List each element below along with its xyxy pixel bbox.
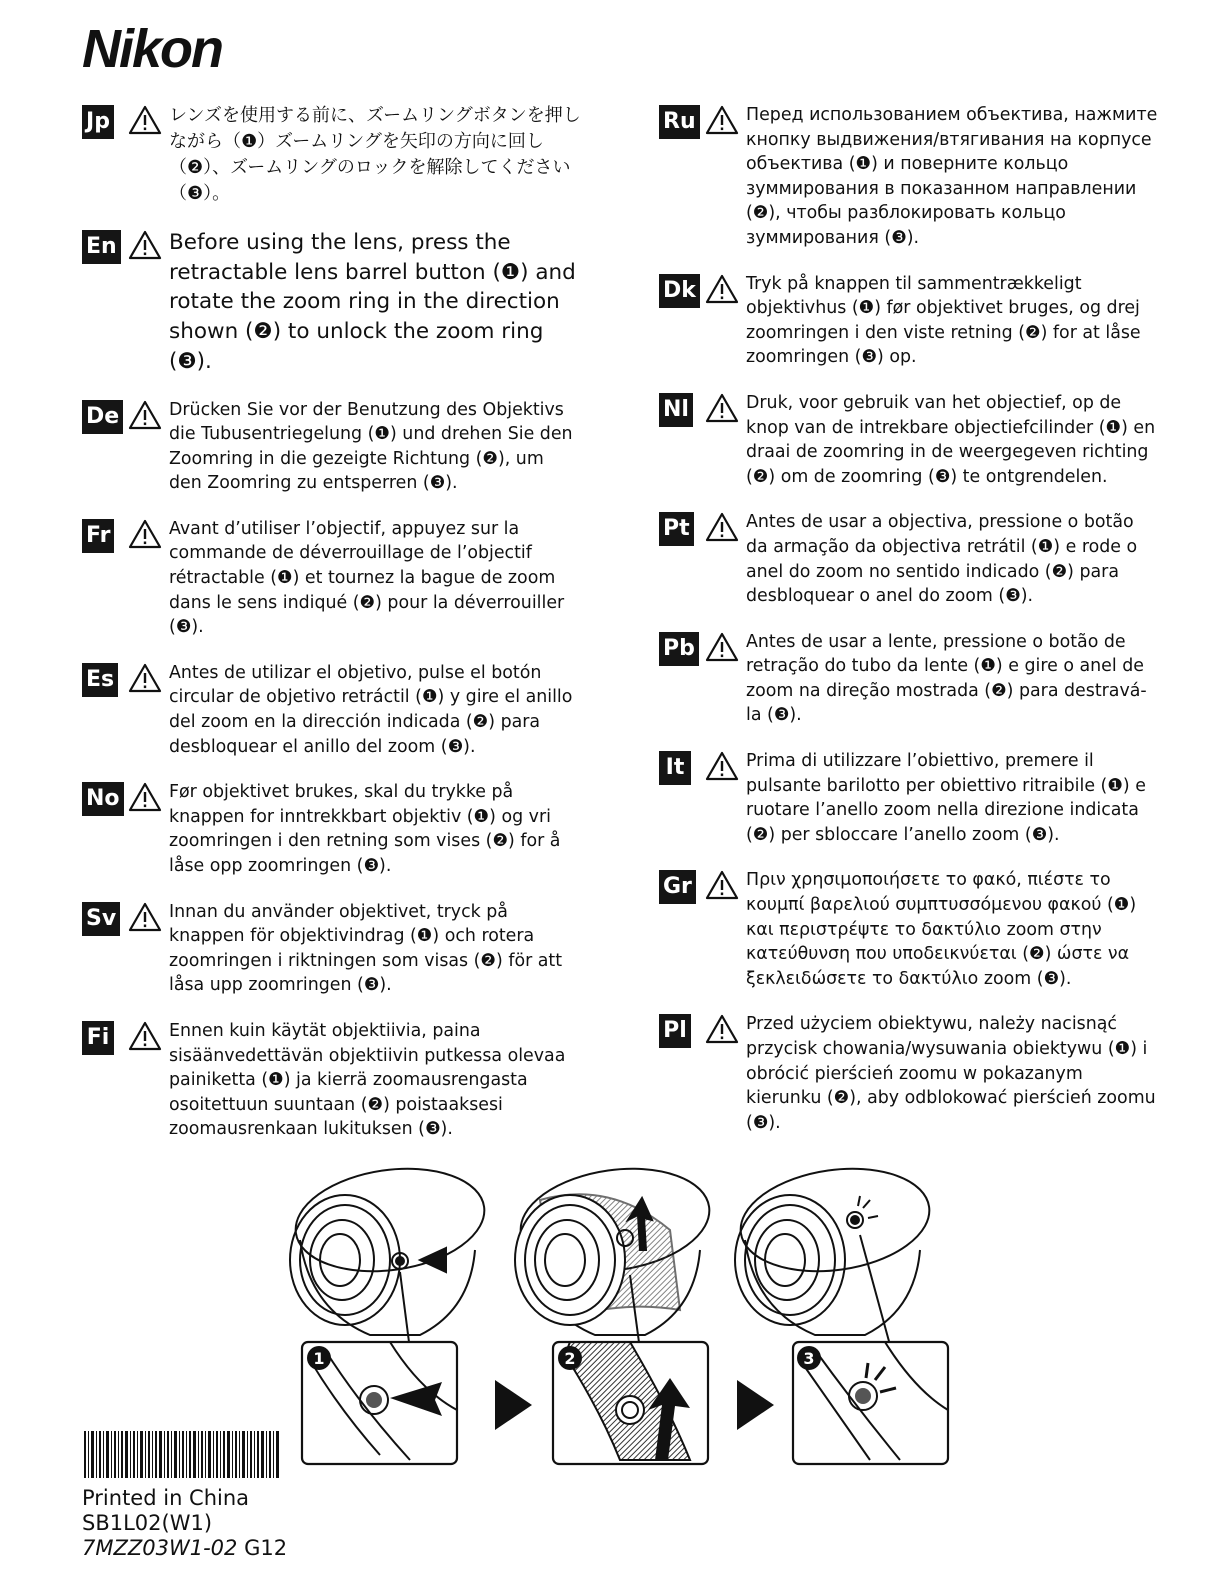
printed-in: Printed in China bbox=[82, 1486, 250, 1510]
warning-icon bbox=[705, 393, 739, 423]
warning-icon bbox=[128, 902, 162, 932]
lang-badge-no: No bbox=[82, 782, 124, 816]
instruction-text-pt: Antes de usar a objectiva, pressione o botão da armação da objectiva retrátil (❶) e rode o anel do zoom no sentido indicado (❷) para desbloquear o anel do zoom (❸). bbox=[746, 512, 1138, 607]
warning-icon bbox=[128, 1021, 162, 1051]
instruction-fr bbox=[82, 517, 582, 640]
lang-badge-es: Es bbox=[82, 663, 118, 697]
step-box-3 bbox=[793, 1342, 948, 1464]
lang-badge-it: It bbox=[659, 751, 691, 785]
lang-badge-fr: Fr bbox=[82, 519, 114, 553]
lang-badge-pl: Pl bbox=[659, 1014, 691, 1048]
doc-code: 7MZZ03W1-02 bbox=[82, 1536, 238, 1560]
lang-badge-dk: Dk bbox=[659, 274, 700, 308]
step-box-1 bbox=[302, 1342, 457, 1464]
instruction-es bbox=[82, 661, 582, 759]
warning-icon bbox=[705, 105, 739, 135]
lens-unlock-illustration bbox=[270, 1160, 970, 1470]
lang-badge-pt: Pt bbox=[659, 512, 694, 546]
step-arrow-1 bbox=[495, 1380, 532, 1430]
instruction-text-it: Prima di utilizzare l’obiettivo, premere il pulsante barilotto per obiettivo ritraibile (❶) e ruotare l’anello zoom nella direzione indicata (❷) per sbloccare l’anello zoom (❸). bbox=[746, 751, 1146, 845]
instruction-gr bbox=[659, 868, 1159, 991]
instruction-dk bbox=[659, 272, 1159, 370]
instruction-nl bbox=[659, 391, 1159, 489]
lens-step-2 bbox=[514, 1160, 716, 1350]
instruction-pt bbox=[659, 510, 1159, 608]
warning-icon bbox=[128, 519, 162, 549]
lang-badge-fi: Fi bbox=[82, 1021, 114, 1055]
warning-icon bbox=[128, 400, 162, 430]
instruction-text-ru: Перед использованием объектива, нажмите кнопку выдвижения/втягивания на корпусе объектива (❶) и поверните кольцо зуммирования в показанном направлении (❷), чтобы разблокировать кольцо зуммирования (❸). bbox=[746, 105, 1158, 248]
instruction-text-dk: Tryk på knappen til sammentrækkeligt objektivhus (❶) før objektivet bruges, og drej zoomringen i den viste retning (❷) for at låse zoomringen (❸) op. bbox=[746, 273, 1141, 368]
lang-badge-jp: Jp bbox=[82, 105, 114, 139]
step-arrow-2 bbox=[737, 1380, 774, 1430]
step-number-2: 2 bbox=[564, 1349, 576, 1368]
instruction-text-sv: Innan du använder objektivet, tryck på knappen för objektivindrag (❶) och rotera zoomringen i riktningen som visas (❷) för att låsa upp zoomringen (❸). bbox=[169, 901, 563, 996]
instruction-jp bbox=[82, 103, 582, 207]
warning-icon bbox=[705, 632, 739, 662]
lang-badge-ru: Ru bbox=[659, 105, 700, 139]
instruction-text-fi: Ennen kuin käytät objektiivia, paina sisäänvedettävän objektiivin putkessa olevaa painiketta (❶) ja kierrä zoomausrengasta osoitettuun suuntaan (❷) poistaaksesi zoomausrenkaan lukituksen (❸). bbox=[169, 1020, 566, 1140]
warning-icon bbox=[128, 782, 162, 812]
instruction-text-es: Antes de utilizar el objetivo, pulse el botón circular de objetivo retráctil (❶) y gire el anillo del zoom en la dirección indicada (❷) para desbloquear el anillo del zoom (❸). bbox=[169, 662, 573, 757]
lang-badge-de: De bbox=[82, 400, 123, 434]
instruction-ru bbox=[659, 103, 1159, 251]
warning-icon bbox=[705, 870, 739, 900]
step-number-3: 3 bbox=[803, 1349, 815, 1368]
step-number-1: 1 bbox=[313, 1349, 325, 1368]
instruction-text-no: Før objektivet brukes, skal du trykke på knappen for inntrekkbart objektiv (❶) og vri zoomringen i den retning som vises (❷) for å låse opp zoomringen (❸). bbox=[169, 782, 561, 877]
instruction-text-de: Drücken Sie vor der Benutzung des Objektivs die Tubusentriegelung (❶) und drehen Sie den Zoomring in die gezeigte Richtung (❷), um den Zoomring zu entsperren (❸). bbox=[169, 399, 573, 494]
warning-icon bbox=[128, 105, 162, 135]
instruction-text-en: Before using the lens, press the retractable lens barrel button (❶) and rotate the zoom ring in the direction shown (❷) to unlock the zoom ring (❸). bbox=[169, 230, 576, 374]
warning-icon bbox=[705, 1014, 739, 1044]
model-code: SB1L02(W1) bbox=[82, 1511, 213, 1535]
instruction-no bbox=[82, 780, 582, 878]
lens-step-3 bbox=[734, 1160, 936, 1345]
instruction-fi bbox=[82, 1019, 582, 1142]
instruction-text-gr: Πριν χρησιμοποιήσετε το φακό, πιέστε το κουμπί βαρελιού συμπτυσσόμενου φακού (❶) και περιστρέψτε το δακτύλιο zoom στην κατεύθυνση που υποδεικνύεται (❷) ώστε να ξεκλειδώσετε το δακτύλιο zoom (❸). bbox=[746, 870, 1137, 989]
lang-badge-gr: Gr bbox=[659, 870, 696, 904]
instruction-text-fr: Avant d’utiliser l’objectif, appuyez sur la commande de déverrouillage de l’objectif rétractable (❶) et tournez la bague de zoom dans le sens indiqué (❷) pour la déverrouiller (❸). bbox=[169, 518, 565, 638]
warning-icon bbox=[705, 751, 739, 781]
document-code bbox=[82, 1536, 287, 1561]
instruction-it bbox=[659, 749, 1159, 847]
instruction-text-pl: Przed użyciem obiektywu, należy nacisnąć przycisk chowania/wysuwania obiektywu (❶) i obrócić pierścień zoomu w pokazanym kierunku (❷), aby odblokować pierścień zoomu (❸). bbox=[746, 1014, 1156, 1133]
warning-icon bbox=[128, 230, 162, 260]
lang-badge-en: En bbox=[82, 230, 121, 264]
instruction-sv bbox=[82, 900, 582, 998]
instruction-text-nl: Druk, voor gebruik van het objectief, op de knop van de intrekbare objectiefcilinder (❶) en draai de zoomring in de weergegeven richting (❷) om de zoomring (❸) te ontgrendelen. bbox=[746, 392, 1156, 487]
lens-step-1 bbox=[289, 1160, 491, 1350]
warning-icon bbox=[128, 663, 162, 693]
lang-badge-nl: Nl bbox=[659, 393, 693, 427]
lang-badge-sv: Sv bbox=[82, 902, 120, 936]
nikon-logo: Nikon bbox=[82, 19, 223, 79]
barcode bbox=[84, 1431, 280, 1478]
instruction-text-jp: レンズを使用する前に、ズームリングボタンを押しながら（❶）ズームリングを矢印の方向に回し（❷）、ズームリングのロックを解除してください（❸）。 bbox=[169, 105, 581, 204]
instruction-pb bbox=[659, 630, 1159, 728]
right-column bbox=[659, 103, 1159, 1156]
instruction-en bbox=[82, 228, 582, 377]
lang-badge-pb: Pb bbox=[659, 632, 699, 666]
warning-icon bbox=[705, 274, 739, 304]
instruction-text-pb: Antes de usar a lente, pressione o botão de retração do tubo da lente (❶) e gire o anel de zoom na direção mostrada (❷) para destravá-la (❸). bbox=[746, 631, 1147, 726]
doc-suffix: G12 bbox=[244, 1536, 288, 1560]
warning-icon bbox=[705, 512, 739, 542]
instruction-de bbox=[82, 398, 582, 496]
step-box-2 bbox=[553, 1342, 708, 1464]
instruction-pl bbox=[659, 1012, 1159, 1135]
left-column bbox=[82, 103, 582, 1163]
